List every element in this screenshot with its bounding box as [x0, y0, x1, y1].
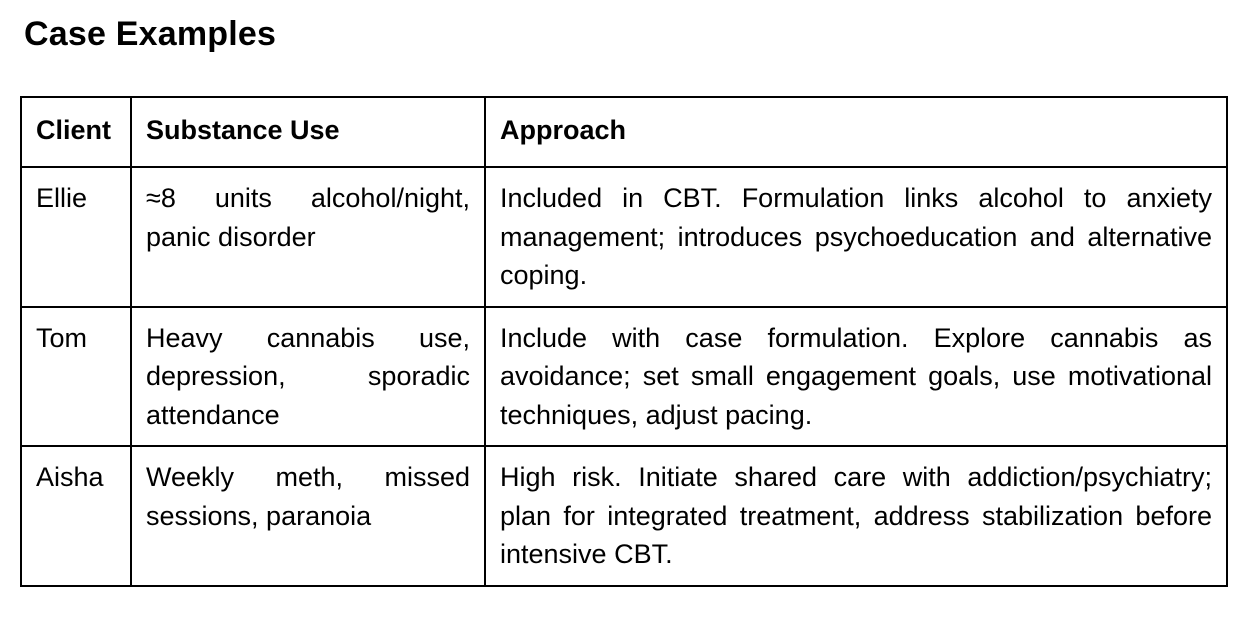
table-row — [21, 307, 1227, 447]
approach-cell: Included in CBT. Formulation links alcohol to anxiety management; introduces psychoeducation and alternative coping. — [485, 167, 1227, 307]
substance-use-cell: Weekly meth, missed sessions, paranoia — [131, 446, 485, 586]
column-header-substance-use: Substance Use — [131, 97, 485, 167]
case-examples-table — [20, 96, 1228, 587]
table-header-row — [21, 97, 1227, 167]
substance-use-cell: ≈8 units alcohol/night, panic disorder — [131, 167, 485, 307]
approach-cell: High risk. Initiate shared care with addiction/psychiatry; plan for integrated treatment, address stabilization before intensive CBT. — [485, 446, 1227, 586]
column-header-client: Client — [21, 97, 131, 167]
client-cell: Aisha — [21, 446, 131, 586]
table-row — [21, 167, 1227, 307]
client-cell: Ellie — [21, 167, 131, 307]
approach-cell: Include with case formulation. Explore cannabis as avoidance; set small engagement goals, use motivational techniques, adjust pacing. — [485, 307, 1227, 447]
client-cell: Tom — [21, 307, 131, 447]
column-header-approach: Approach — [485, 97, 1227, 167]
page-title: Case Examples — [24, 15, 277, 53]
substance-use-cell: Heavy cannabis use, depression, sporadic attendance — [131, 307, 485, 447]
table-row — [21, 446, 1227, 586]
